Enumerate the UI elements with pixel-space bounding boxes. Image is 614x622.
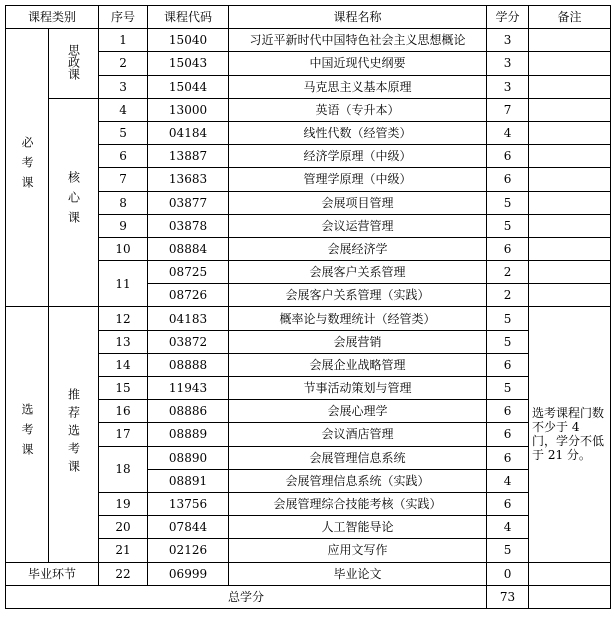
cell-credit: 5 xyxy=(487,214,529,237)
cell-credit: 4 xyxy=(487,516,529,539)
cell-code: 08725 xyxy=(148,261,229,284)
cell-seq: 11 xyxy=(99,261,148,307)
cell-remark xyxy=(529,214,611,237)
cell-remark xyxy=(529,191,611,214)
cell-name: 会展客户关系管理（实践） xyxy=(229,284,487,307)
cell-seq: 19 xyxy=(99,492,148,515)
cell-seq: 2 xyxy=(99,52,148,75)
cell-remark xyxy=(529,52,611,75)
total-row xyxy=(6,585,611,608)
cell-name: 马克思主义基本原理 xyxy=(229,75,487,98)
cell-name: 英语（专升本） xyxy=(229,98,487,121)
cell-credit: 0 xyxy=(487,562,529,585)
cell-seq: 10 xyxy=(99,237,148,260)
cell-seq: 12 xyxy=(99,307,148,330)
table-row xyxy=(6,307,611,330)
cell-remark xyxy=(529,145,611,168)
group-recommended: 推荐选考课 xyxy=(49,307,99,562)
cell-credit: 7 xyxy=(487,98,529,121)
cell-name: 会议运营管理 xyxy=(229,214,487,237)
header-code: 课程代码 xyxy=(148,6,229,29)
group-elective: 选考课 xyxy=(6,307,49,562)
header-category: 课程类别 xyxy=(6,6,99,29)
cell-code: 13756 xyxy=(148,492,229,515)
cell-name: 概率论与数理统计（经管类） xyxy=(229,307,487,330)
cell-credit: 6 xyxy=(487,400,529,423)
table-row xyxy=(6,98,611,121)
cell-credit: 3 xyxy=(487,52,529,75)
cell-credit: 5 xyxy=(487,191,529,214)
cell-remark xyxy=(529,237,611,260)
header-name: 课程名称 xyxy=(229,6,487,29)
cell-credit: 5 xyxy=(487,539,529,562)
group-graduation: 毕业环节 xyxy=(6,562,99,585)
cell-seq: 15 xyxy=(99,377,148,400)
cell-code: 08891 xyxy=(148,469,229,492)
cell-remark xyxy=(529,75,611,98)
cell-name: 会展企业战略管理 xyxy=(229,353,487,376)
cell-credit: 5 xyxy=(487,330,529,353)
cell-code: 08886 xyxy=(148,400,229,423)
cell-name: 应用文写作 xyxy=(229,539,487,562)
cell-credit: 3 xyxy=(487,75,529,98)
group-politics: 思政课 xyxy=(49,29,99,99)
cell-seq: 20 xyxy=(99,516,148,539)
cell-name: 会展管理信息系统（实践） xyxy=(229,469,487,492)
cell-remark xyxy=(529,121,611,144)
cell-remark xyxy=(529,29,611,52)
cell-name: 会展心理学 xyxy=(229,400,487,423)
cell-code: 13887 xyxy=(148,145,229,168)
header-seq: 序号 xyxy=(99,6,148,29)
cell-seq: 1 xyxy=(99,29,148,52)
cell-code: 03878 xyxy=(148,214,229,237)
cell-credit: 6 xyxy=(487,446,529,469)
cell-code: 08726 xyxy=(148,284,229,307)
cell-seq: 18 xyxy=(99,446,148,492)
total-credit: 73 xyxy=(487,585,529,608)
total-label: 总学分 xyxy=(6,585,487,608)
cell-remark xyxy=(529,261,611,284)
cell-code: 07844 xyxy=(148,516,229,539)
cell-credit: 6 xyxy=(487,168,529,191)
cell-credit: 3 xyxy=(487,29,529,52)
cell-seq: 16 xyxy=(99,400,148,423)
elective-remark: 选考课程门数不少于 4 门，学分不低于 21 分。 xyxy=(529,307,611,562)
cell-code: 08888 xyxy=(148,353,229,376)
cell-credit: 6 xyxy=(487,353,529,376)
cell-code: 13000 xyxy=(148,98,229,121)
cell-credit: 6 xyxy=(487,423,529,446)
cell-name: 会议酒店管理 xyxy=(229,423,487,446)
cell-code: 15044 xyxy=(148,75,229,98)
cell-name: 会展客户关系管理 xyxy=(229,261,487,284)
cell-remark xyxy=(529,98,611,121)
cell-name: 中国近现代史纲要 xyxy=(229,52,487,75)
cell-credit: 6 xyxy=(487,237,529,260)
cell-name: 会展管理综合技能考核（实践） xyxy=(229,492,487,515)
header-remark: 备注 xyxy=(529,6,611,29)
cell-code: 08889 xyxy=(148,423,229,446)
cell-credit: 6 xyxy=(487,145,529,168)
cell-name: 习近平新时代中国特色社会主义思想概论 xyxy=(229,29,487,52)
cell-seq: 8 xyxy=(99,191,148,214)
cell-seq: 3 xyxy=(99,75,148,98)
group-core: 核心课 xyxy=(49,98,99,307)
cell-code: 03877 xyxy=(148,191,229,214)
cell-name: 线性代数（经管类） xyxy=(229,121,487,144)
curriculum-table xyxy=(5,5,611,609)
cell-code: 04183 xyxy=(148,307,229,330)
cell-seq: 4 xyxy=(99,98,148,121)
cell-name: 会展项目管理 xyxy=(229,191,487,214)
cell-code: 08884 xyxy=(148,237,229,260)
header-credit: 学分 xyxy=(487,6,529,29)
cell-code: 15043 xyxy=(148,52,229,75)
cell-name: 会展营销 xyxy=(229,330,487,353)
cell-remark xyxy=(529,168,611,191)
cell-name: 人工智能导论 xyxy=(229,516,487,539)
table-row xyxy=(6,562,611,585)
cell-credit: 4 xyxy=(487,121,529,144)
cell-name: 管理学原理（中级） xyxy=(229,168,487,191)
cell-code: 08890 xyxy=(148,446,229,469)
cell-name: 经济学原理（中级） xyxy=(229,145,487,168)
cell-seq: 13 xyxy=(99,330,148,353)
cell-credit: 5 xyxy=(487,377,529,400)
cell-seq: 9 xyxy=(99,214,148,237)
cell-name: 会展管理信息系统 xyxy=(229,446,487,469)
cell-name: 毕业论文 xyxy=(229,562,487,585)
cell-name: 节事活动策划与管理 xyxy=(229,377,487,400)
header-row xyxy=(6,6,611,29)
cell-seq: 7 xyxy=(99,168,148,191)
cell-credit: 2 xyxy=(487,284,529,307)
cell-code: 04184 xyxy=(148,121,229,144)
cell-seq: 6 xyxy=(99,145,148,168)
cell-code: 03872 xyxy=(148,330,229,353)
cell-credit: 2 xyxy=(487,261,529,284)
cell-credit: 4 xyxy=(487,469,529,492)
cell-seq: 17 xyxy=(99,423,148,446)
table-row xyxy=(6,29,611,52)
cell-seq: 21 xyxy=(99,539,148,562)
cell-name: 会展经济学 xyxy=(229,237,487,260)
group-required: 必考课 xyxy=(6,29,49,307)
cell-remark xyxy=(529,284,611,307)
cell-seq: 5 xyxy=(99,121,148,144)
cell-remark xyxy=(529,585,611,608)
cell-code: 02126 xyxy=(148,539,229,562)
cell-code: 11943 xyxy=(148,377,229,400)
cell-credit: 5 xyxy=(487,307,529,330)
cell-code: 06999 xyxy=(148,562,229,585)
cell-remark xyxy=(529,562,611,585)
cell-code: 15040 xyxy=(148,29,229,52)
cell-seq: 14 xyxy=(99,353,148,376)
cell-credit: 6 xyxy=(487,492,529,515)
cell-seq: 22 xyxy=(99,562,148,585)
cell-code: 13683 xyxy=(148,168,229,191)
